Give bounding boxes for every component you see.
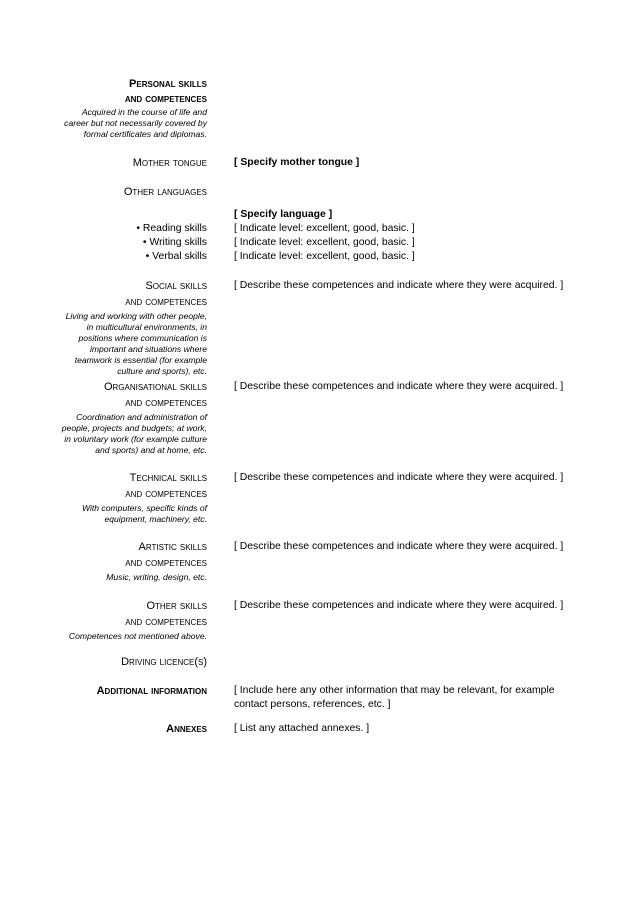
additional-information-label: Additional information	[96, 685, 207, 697]
social-skills-title: Social skills	[145, 280, 207, 292]
organisational-skills-title: Organisational skills	[103, 381, 207, 393]
technical-skills-title: Technical skills	[129, 472, 207, 484]
technical-skills-title-2: and competences	[125, 488, 207, 500]
artistic-skills-value: [ Describe these competences and indicate where they were acquired. ]	[234, 541, 564, 552]
mother-tongue-label: Mother tongue	[132, 157, 207, 169]
organisational-skills-value: [ Describe these competences and indicate where they were acquired. ]	[234, 381, 564, 392]
mother-tongue-value: [ Specify mother tongue ]	[234, 157, 360, 168]
verbal-skills-value: [ Indicate level: excellent, good, basic. ]	[234, 251, 415, 262]
annexes-label: Annexes	[166, 723, 207, 735]
writing-skills-label: • Writing skills	[142, 237, 207, 248]
personal-skills-title-2: and competences	[124, 93, 207, 105]
organisational-skills-title-2: and competences	[125, 397, 207, 409]
artistic-skills-description: Music, writing, design, etc.	[106, 572, 207, 582]
social-skills-title-2: and competences	[125, 296, 207, 308]
reading-skills-value: [ Indicate level: excellent, good, basic. ]	[234, 223, 415, 234]
artistic-skills-title-2: and competences	[125, 557, 207, 569]
additional-information-value: [ Include here any other information that may be relevant, for example contact persons, references, etc. ]	[234, 685, 555, 710]
social-skills-description: Living and working with other people, in multicultural environments, in positions where communication is important and situations where teamwork is essential (for example culture and sports), etc.	[65, 311, 207, 376]
personal-skills-title: Personal skills	[129, 78, 207, 90]
reading-skills-label: • Reading skills	[136, 223, 207, 234]
annexes-value: [ List any attached annexes. ]	[234, 723, 370, 734]
other-skills-description: Competences not mentioned above.	[68, 631, 207, 641]
personal-skills-description: Acquired in the course of life and career but not necessarily covered by formal certificates and diplomas.	[64, 107, 207, 139]
social-skills-value: [ Describe these competences and indicate where they were acquired. ]	[234, 280, 564, 291]
organisational-skills-description: Coordination and administration of people, projects and budgets; at work, in voluntary work (for example culture and sports) and at home, etc.	[61, 412, 207, 455]
driving-licence-label: Driving licence(s)	[121, 656, 207, 668]
other-skills-value: [ Describe these competences and indicate where they were acquired. ]	[234, 600, 564, 611]
artistic-skills-title: Artistic skills	[138, 541, 207, 553]
other-skills-title-2: and competences	[125, 616, 207, 628]
other-languages-label: Other languages	[123, 186, 207, 198]
verbal-skills-label: • Verbal skills	[145, 251, 207, 262]
other-skills-title: Other skills	[146, 600, 207, 612]
specify-language: [ Specify language ]	[234, 209, 333, 220]
technical-skills-description: With computers, specific kinds of equipment, machinery, etc.	[81, 503, 207, 524]
writing-skills-value: [ Indicate level: excellent, good, basic. ]	[234, 237, 415, 248]
technical-skills-value: [ Describe these competences and indicate where they were acquired. ]	[234, 472, 564, 483]
